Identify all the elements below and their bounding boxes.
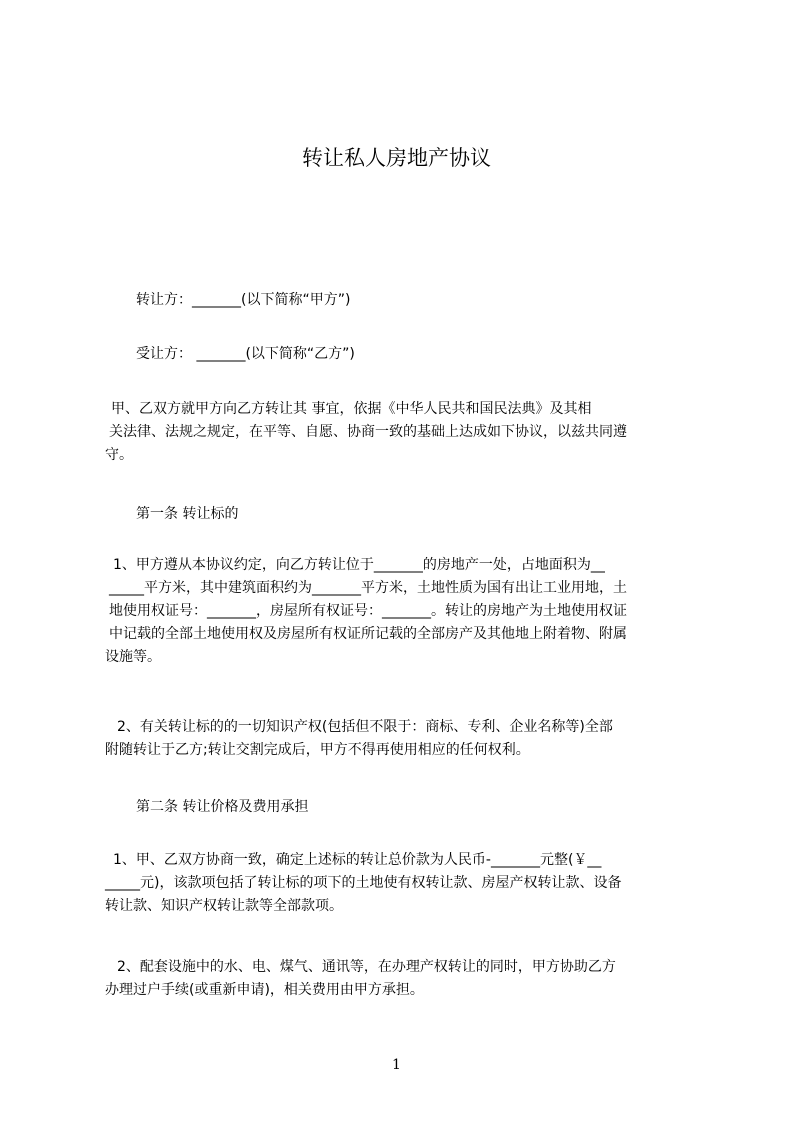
article-1-clause-2 [105, 716, 712, 762]
article-2-heading: 第二条 转让价格及费用承担 [136, 799, 309, 815]
text-line: 守。 [105, 447, 133, 463]
page-title: 转让私人房地产协议 [302, 146, 491, 170]
text-line: 1、甲、乙双方协商一致，确定上述标的转让总价款为人民币-_______元整(￥__ [113, 852, 602, 868]
transferor-line: 转让方：_______(以下简称“甲方”) [136, 292, 351, 308]
article-1-heading: 第一条 转让标的 [136, 506, 239, 522]
text-line: 地使用权证号：_______，房屋所有权证号：_______。转让的房地产为土地使用权证 [109, 603, 627, 619]
transferee-line: 受让方： _______(以下简称“乙方”) [136, 346, 355, 362]
text-line: 2、配套设施中的水、电、煤气、通讯等，在办理产权转让的同时，甲方协助乙方 [117, 959, 616, 975]
text-line: 设施等。 [105, 649, 161, 665]
text-line: 办理过户手续(或重新申请)，相关费用由甲方承担。 [105, 982, 424, 998]
text-line: 甲、乙双方就甲方向乙方转让其 事宜，依据《中华人民共和国民法典》及其相 [111, 401, 592, 417]
text-line: 转让款、知识产权转让款等全部款项。 [105, 898, 343, 914]
article-2-clause-1 [105, 849, 712, 918]
text-line: 中记载的全部土地使用权及房屋所有权证所记载的全部房产及其他地上附着物、附属 [109, 626, 627, 642]
article-1-clause-1 [105, 554, 712, 669]
text-line: 2、有关转让标的的一切知识产权(包括但不限于：商标、专利、企业名称等)全部 [117, 719, 613, 735]
text-line: _____平方米，其中建筑面积约为_______平方米，土地性质为国有出让工业用地，土 [109, 580, 627, 596]
article-2-clause-2 [105, 956, 712, 1002]
preamble-paragraph [105, 398, 712, 467]
page-number: 1 [392, 1057, 401, 1073]
text-line: _____元)，该款项包括了转让标的项下的土地使有权转让款、房屋产权转让款、设备 [105, 875, 622, 891]
text-line: 附随转让于乙方;转让交割完成后，甲方不得再使用相应的任何权利。 [105, 742, 530, 758]
text-line: 1、甲方遵从本协议约定，向乙方转让位于_______的房地产一处，占地面积为__ [113, 557, 605, 573]
text-line: 关法律、法规之规定，在平等、自愿、协商一致的基础上达成如下协议，以兹共同遵 [109, 424, 627, 440]
